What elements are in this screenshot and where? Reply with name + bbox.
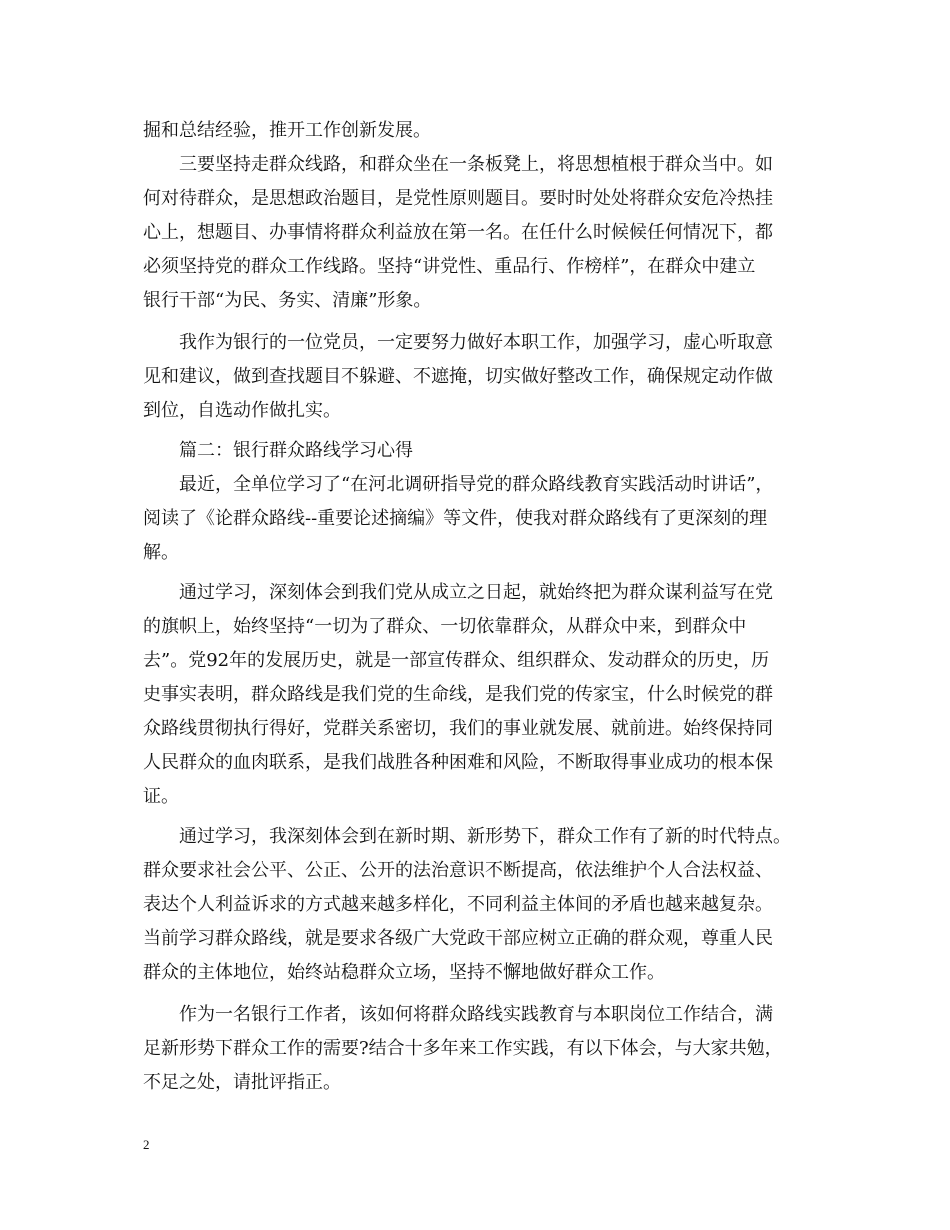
text-line: 证。 <box>143 786 179 807</box>
text-line: 到位，自选动作做扎实。 <box>143 400 341 421</box>
section-heading: 篇二：银行群众路线学习心得 <box>179 440 413 461</box>
text-line: 的旗帜上，始终坚持“一切为了群众、一切依靠群众，从群众中来，到群众中 <box>143 616 747 637</box>
text-line: 最近，全单位学习了“在河北调研指导党的群众路线教育实践活动时讲话”， <box>179 474 774 495</box>
text-line: 当前学习群众路线，就是要求各级广大党政干部应树立正确的群众观，尊重人民 <box>143 928 773 949</box>
text-line: 众路线贯彻执行得好，党群关系密切，我们的事业就发展、就前进。始终保持同 <box>143 718 773 739</box>
text-line: 表达个人利益诉求的方式越来越多样化，不同利益主体间的矛盾也越来越复杂。 <box>143 894 773 915</box>
page-number: 2 <box>143 1137 150 1152</box>
text-line: 不足之处，请批评指正。 <box>143 1072 341 1093</box>
text-line: 掘和总结经验，推开工作创新发展。 <box>143 120 431 141</box>
text-line: 必须坚持党的群众工作线路。坚持“讲党性、重品行、作榜样”，在群众中建立 <box>143 256 756 277</box>
text-line: 阅读了《论群众路线--重要论述摘编》等文件，使我对群众路线有了更深刻的理 <box>143 508 768 529</box>
text-line: 史事实表明，群众路线是我们党的生命线，是我们党的传家宝，什么时候党的群 <box>143 684 773 705</box>
text-line: 群众的主体地位，始终站稳群众立场，坚持不懈地做好群众工作。 <box>143 962 665 983</box>
text-line: 三要坚持走群众线路，和群众坐在一条板凳上，将思想植根于群众当中。如 <box>179 154 773 175</box>
text-line: 我作为银行的一位党员，一定要努力做好本职工作，加强学习，虚心听取意 <box>179 332 773 353</box>
text-line: 通过学习，我深刻体会到在新时期、新形势下，群众工作有了新的时代特点。 <box>179 826 791 847</box>
text-line: 作为一名银行工作者，该如何将群众路线实践教育与本职岗位工作结合，满 <box>179 1004 773 1025</box>
text-line: 见和建议，做到查找题目不躲避、不遮掩，切实做好整改工作，确保规定动作做 <box>143 366 773 387</box>
text-line: 群众要求社会公平、公正、公开的法治意识不断提高，依法维护个人合法权益、 <box>143 860 773 881</box>
text-line: 何对待群众，是思想政治题目，是党性原则题目。要时时处处将群众安危冷热挂 <box>143 188 773 209</box>
text-line: 银行干部“为民、务实、清廉”形象。 <box>143 290 432 311</box>
text-line: 解。 <box>143 542 179 563</box>
text-line: 人民群众的血肉联系，是我们战胜各种困难和风险，不断取得事业成功的根本保 <box>143 752 773 773</box>
text-line: 心上，想题目、办事情将群众利益放在第一名。在任什么时候候任何情况下，都 <box>143 222 773 243</box>
text-line: 去”。党92年的发展历史，就是一部宣传群众、组织群众、发动群众的历史，历 <box>143 650 770 671</box>
text-line: 通过学习，深刻体会到我们党从成立之日起，就始终把为群众谋利益写在党 <box>179 582 773 603</box>
text-line: 足新形势下群众工作的需要?结合十多年来工作实践，有以下体会，与大家共勉， <box>143 1038 783 1059</box>
